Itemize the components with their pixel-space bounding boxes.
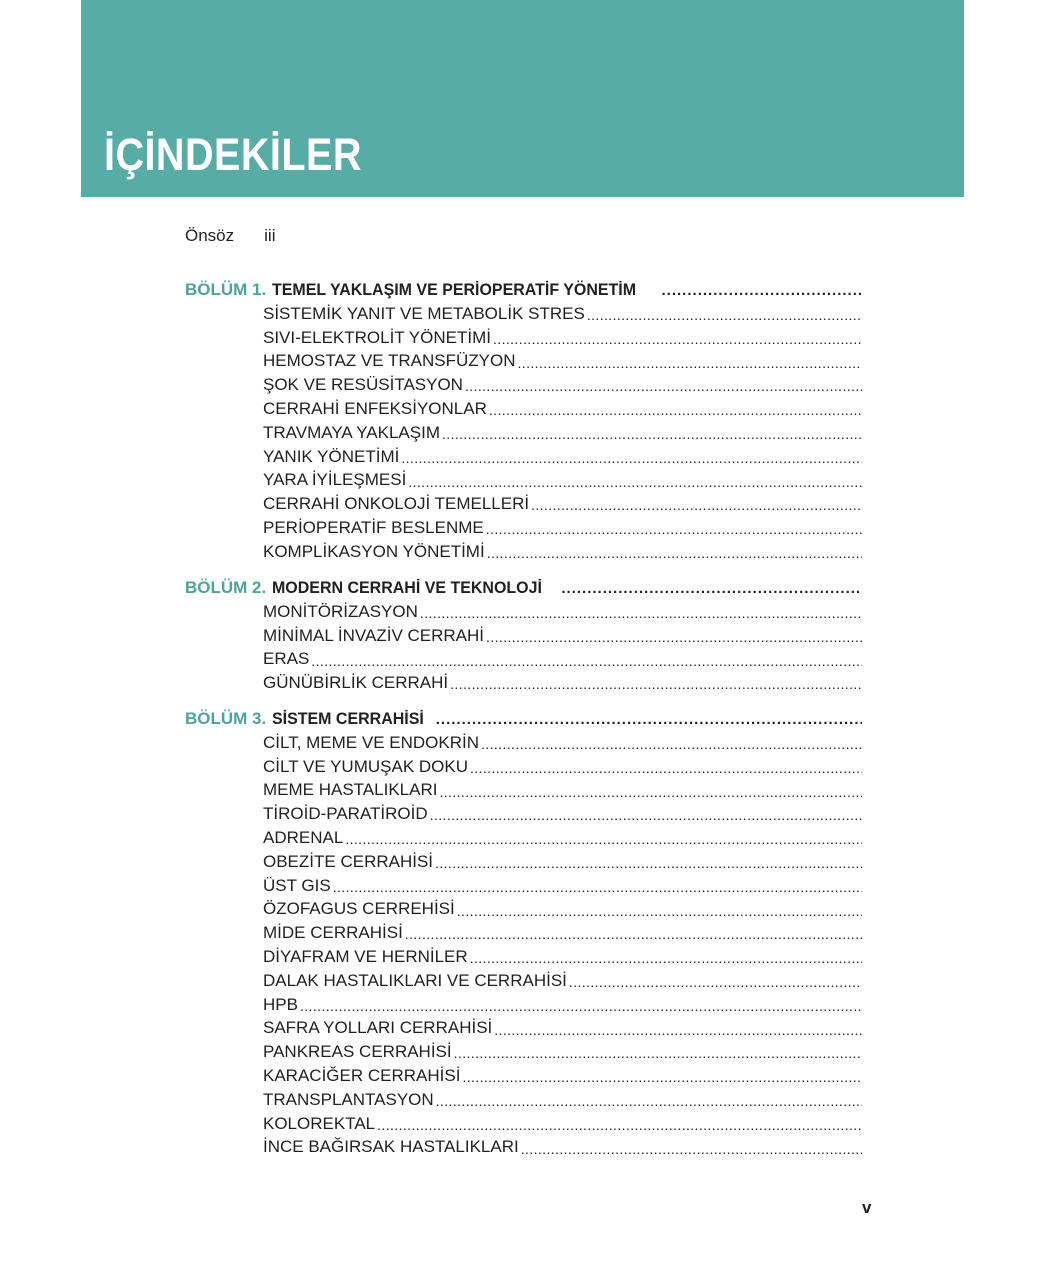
toc-item[interactable] bbox=[263, 967, 862, 991]
toc-item[interactable] bbox=[263, 1133, 862, 1157]
toc-item-title: HPB bbox=[263, 994, 298, 1014]
toc-item-title: ŞOK VE RESÜSİTASYON bbox=[263, 375, 463, 395]
toc-item-title: KOLOREKTAL bbox=[263, 1113, 376, 1133]
chapter-number: BÖLÜM 1. bbox=[185, 280, 267, 299]
dot-leader bbox=[470, 950, 862, 967]
dot-leader bbox=[489, 402, 862, 419]
dot-leader bbox=[662, 282, 862, 300]
toc-item[interactable] bbox=[263, 895, 862, 919]
chapter-number: BÖLÜM 2. bbox=[185, 578, 267, 597]
toc-item-title: CİLT, MEME VE ENDOKRİN bbox=[263, 732, 479, 752]
toc-item-title: MİDE CERRAHİSİ bbox=[263, 923, 403, 943]
toc-item-title: YARA İYİLEŞMESİ bbox=[263, 470, 407, 490]
toc-item[interactable] bbox=[263, 347, 862, 371]
toc-item[interactable] bbox=[263, 419, 862, 443]
dot-leader bbox=[454, 1045, 862, 1062]
toc-item-title: ÖZOFAGUS CERREHİSİ bbox=[263, 899, 455, 919]
toc-item[interactable] bbox=[263, 1110, 862, 1134]
toc-item[interactable] bbox=[263, 1086, 862, 1110]
toc-item[interactable] bbox=[263, 824, 862, 848]
dot-leader bbox=[405, 926, 862, 943]
toc-item[interactable] bbox=[263, 1062, 862, 1086]
dot-leader bbox=[470, 760, 862, 777]
dot-leader bbox=[493, 331, 862, 348]
toc-item-title: PERİOPERATİF BESLENME bbox=[263, 518, 484, 537]
toc-item[interactable] bbox=[263, 753, 862, 777]
chapter-row[interactable] bbox=[185, 574, 862, 598]
toc-item[interactable] bbox=[263, 729, 862, 753]
toc-item-title: CİLT VE YUMUŞAK DOKU bbox=[263, 756, 468, 776]
toc-item-title: TRANSPLANTASYON bbox=[263, 1089, 434, 1109]
toc-item[interactable] bbox=[263, 848, 862, 872]
toc-item[interactable] bbox=[263, 622, 862, 646]
toc-item-title: MİNİMAL İNVAZİV CERRAHİ bbox=[263, 625, 485, 645]
dot-leader bbox=[345, 831, 862, 848]
dot-leader bbox=[442, 426, 862, 443]
page-number: v bbox=[862, 1198, 872, 1217]
toc-item-title: CERRAHİ ENFEKSİYONLAR bbox=[263, 399, 487, 418]
chapter-title: MODERN CERRAHİ VE TEKNOLOJİ bbox=[272, 578, 543, 597]
dot-leader bbox=[420, 605, 862, 622]
page-title: İÇİNDEKİLER bbox=[104, 129, 362, 180]
dot-leader bbox=[462, 1069, 862, 1086]
toc-item[interactable] bbox=[263, 800, 862, 824]
toc-item[interactable] bbox=[263, 443, 862, 467]
dot-leader bbox=[587, 307, 862, 324]
toc-item-title: ADRENAL bbox=[263, 828, 344, 847]
toc-item[interactable] bbox=[263, 514, 862, 538]
dot-leader bbox=[518, 355, 862, 372]
toc-item-title: CERRAHİ ONKOLOJİ TEMELLERİ bbox=[263, 494, 530, 514]
toc-item-title: SIVI-ELEKTROLİT YÖNETİMİ bbox=[263, 327, 491, 347]
toc-item[interactable] bbox=[263, 324, 862, 348]
toc-item[interactable] bbox=[263, 598, 862, 622]
dot-leader bbox=[450, 676, 862, 693]
dot-leader bbox=[487, 545, 862, 562]
dot-leader bbox=[430, 807, 862, 824]
toc-item-title: KOMPLİKASYON YÖNETİMİ bbox=[263, 541, 485, 561]
dot-leader bbox=[377, 1117, 862, 1134]
toc-item-title: OBEZİTE CERRAHİSİ bbox=[263, 851, 434, 871]
chapter-title: SİSTEM CERRAHİSİ bbox=[272, 709, 425, 728]
toc-item-title: TRAVMAYA YAKLAŞIM bbox=[263, 422, 440, 442]
toc-item[interactable] bbox=[263, 300, 862, 324]
preface-label: Önsöz bbox=[185, 226, 235, 245]
chapter-row[interactable] bbox=[185, 276, 862, 300]
preface-entry[interactable] bbox=[185, 226, 275, 246]
dot-leader bbox=[561, 580, 862, 598]
toc-item[interactable] bbox=[263, 943, 862, 967]
chapter-row[interactable] bbox=[185, 705, 862, 729]
toc-item-title: KARACİĞER CERRAHİSİ bbox=[263, 1066, 461, 1085]
toc-item-title: SAFRA YOLLARI CERRAHİSİ bbox=[263, 1018, 493, 1038]
dot-leader bbox=[486, 629, 862, 646]
dot-leader bbox=[569, 974, 862, 991]
toc-item[interactable] bbox=[263, 872, 862, 896]
chapter-number: BÖLÜM 3. bbox=[185, 709, 267, 728]
dot-leader bbox=[439, 784, 862, 801]
toc-item-title: DİYAFRAM VE HERNİLER bbox=[263, 947, 468, 966]
dot-leader bbox=[494, 1022, 862, 1039]
toc-item[interactable] bbox=[263, 991, 862, 1015]
dot-leader bbox=[435, 855, 862, 872]
toc-item[interactable] bbox=[263, 919, 862, 943]
toc-item[interactable] bbox=[263, 645, 862, 669]
toc-item-title: ERAS bbox=[263, 649, 310, 669]
dot-leader bbox=[436, 1093, 862, 1110]
dot-leader bbox=[521, 1141, 862, 1158]
toc-item[interactable] bbox=[263, 776, 862, 800]
toc-item-title: TİROİD-PARATİROİD bbox=[263, 804, 428, 824]
dot-leader bbox=[531, 497, 862, 514]
dot-leader bbox=[311, 653, 862, 670]
toc-item-title: DALAK HASTALIKLARI VE CERRAHİSİ bbox=[263, 970, 567, 990]
dot-leader bbox=[300, 998, 862, 1015]
dot-leader bbox=[457, 903, 862, 920]
toc-item[interactable] bbox=[263, 1014, 862, 1038]
toc-item-title: PANKREAS CERRAHİSİ bbox=[263, 1042, 452, 1062]
toc-item-title: HEMOSTAZ VE TRANSFÜZYON bbox=[263, 351, 516, 371]
toc-item-title: İNCE BAĞIRSAK HASTALIKLARI bbox=[263, 1137, 519, 1157]
toc-item-title: ÜST GIS bbox=[263, 875, 331, 895]
toc-item[interactable] bbox=[263, 1038, 862, 1062]
dot-leader bbox=[401, 450, 862, 467]
toc-item[interactable] bbox=[263, 669, 862, 693]
dot-leader bbox=[333, 879, 862, 896]
toc-item-title: MEME HASTALIKLARI bbox=[263, 780, 438, 800]
toc-item[interactable] bbox=[263, 538, 862, 562]
dot-leader bbox=[436, 711, 862, 729]
dot-leader bbox=[486, 521, 862, 538]
toc-item-title: SİSTEMİK YANIT VE METABOLİK STRES bbox=[263, 303, 585, 323]
dot-leader bbox=[465, 378, 862, 395]
dot-leader bbox=[481, 736, 862, 753]
toc-item[interactable] bbox=[263, 466, 862, 490]
preface-page: iii bbox=[264, 226, 276, 245]
toc-item-title: MONİTÖRİZASYON bbox=[263, 601, 418, 621]
toc-item-title: GÜNÜBİRLİK CERRAHİ bbox=[263, 673, 449, 693]
dot-leader bbox=[408, 474, 862, 491]
toc-item[interactable] bbox=[263, 490, 862, 514]
toc-item-title: YANIK YÖNETİMİ bbox=[263, 446, 400, 466]
toc-item[interactable] bbox=[263, 371, 862, 395]
toc-item[interactable] bbox=[263, 395, 862, 419]
chapter-title: TEMEL YAKLAŞIM VE PERİOPERATİF YÖNETİM bbox=[272, 280, 637, 299]
